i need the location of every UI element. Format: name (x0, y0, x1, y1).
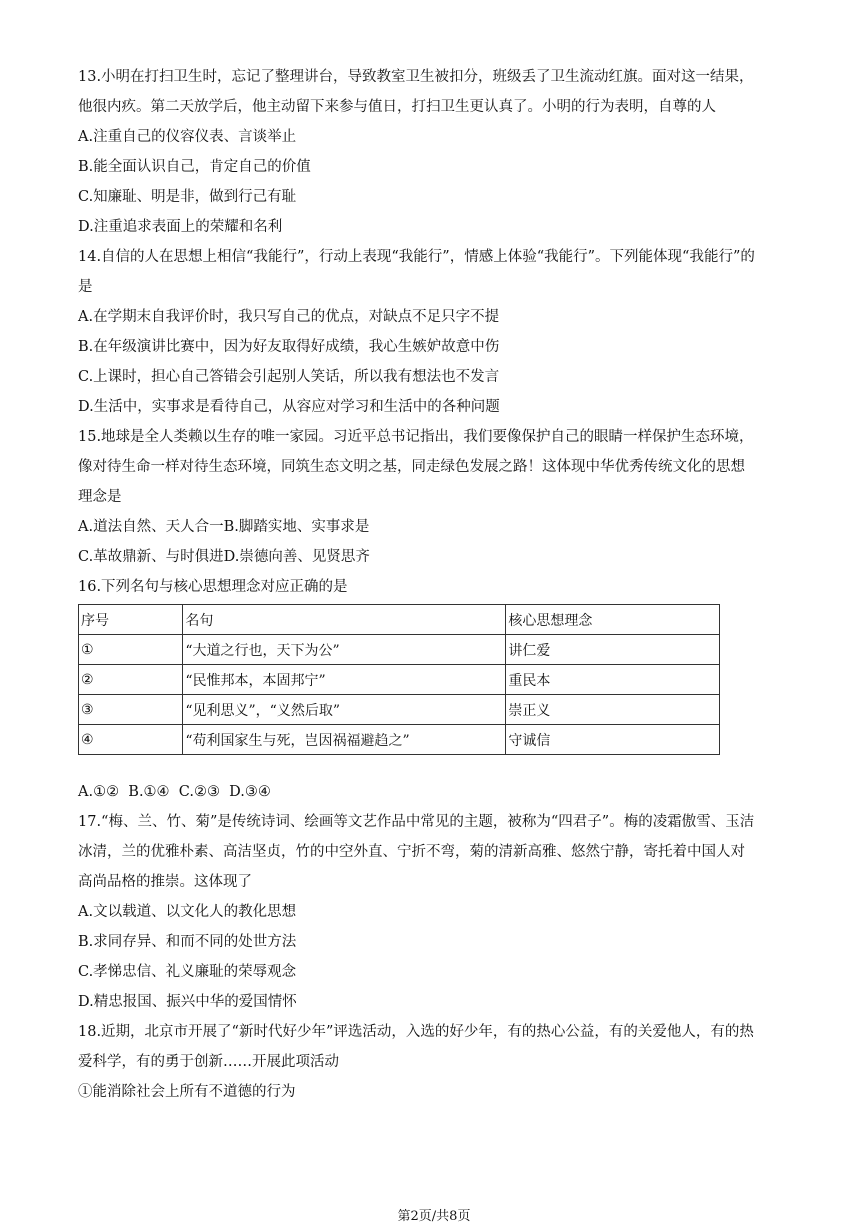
q18-item-1: ①能消除社会上所有不道德的行为 (78, 1084, 296, 1100)
q17-stem-line2: 冰清，兰的优雅朴素、高洁坚贞，竹的中空外直、宁折不弯，菊的清新高雅、悠然宁静，寄托着中国人对 (78, 844, 745, 860)
table-row (79, 635, 720, 665)
q17-option-c: C.孝悌忠信、礼义廉耻的荣辱观念 (78, 964, 297, 980)
q17-stem-line1: 17.“梅、兰、竹、菊”是传统诗词、绘画等文艺作品中常见的主题，被称为“四君子”。梅的凌霜傲雪、玉洁 (78, 814, 755, 830)
q16-table (78, 604, 720, 755)
q15-options-line2: C.革故鼎新、与时俱进D.崇德向善、见贤思齐 (78, 549, 370, 565)
table-cell: “民惟邦本，本固邦宁” (183, 665, 506, 695)
table-header-cell: 序号 (79, 605, 183, 635)
q14-stem-line1: 14.自信的人在思想上相信“我能行”，行动上表现“我能行”，情感上体验“我能行”。下列能体现“我能行”的 (78, 249, 755, 265)
table-cell: 讲仁爱 (506, 635, 720, 665)
table-cell: “见利思义”，“义然后取” (183, 695, 506, 725)
q13-stem-line2: 他很内疚。第二天放学后，他主动留下来参与值日，打扫卫生更认真了。小明的行为表明，自尊的人 (78, 99, 716, 115)
q18-stem-line2: 爱科学，有的勇于创新……开展此项活动 (78, 1054, 339, 1070)
table-row (79, 725, 720, 755)
q17-option-d: D.精忠报国、振兴中华的爱国情怀 (78, 994, 297, 1010)
table-spacer (78, 755, 790, 777)
question-area (78, 62, 790, 1107)
q14-option-c: C.上课时，担心自己答错会引起别人笑话，所以我有想法也不发言 (78, 369, 500, 385)
table-cell: 崇正义 (506, 695, 720, 725)
table-cell: ① (79, 635, 183, 665)
q14-option-d: D.生活中，实事求是看待自己，从容应对学习和生活中的各种问题 (78, 399, 500, 415)
q13-option-b: B.能全面认识自己，肯定自己的价值 (78, 159, 311, 175)
q17-option-b: B.求同存异、和而不同的处世方法 (78, 934, 297, 950)
q14-option-a: A.在学期末自我评价时，我只写自己的优点，对缺点不足只字不提 (78, 309, 500, 325)
q15-stem-line2: 像对待生命一样对待生态环境，同筑生态文明之基，同走绿色发展之路！这体现中华优秀传统文化的思想 (78, 459, 745, 475)
q14-option-b: B.在年级演讲比赛中，因为好友取得好成绩，我心生嫉妒故意中伤 (78, 339, 500, 355)
table-row (79, 665, 720, 695)
table-cell: 重民本 (506, 665, 720, 695)
table-cell: ② (79, 665, 183, 695)
table-cell: 守诚信 (506, 725, 720, 755)
q13-option-d: D.注重追求表面上的荣耀和名利 (78, 219, 283, 235)
q15-stem-line3: 理念是 (78, 489, 122, 505)
q16-options: A.①② B.①④ C.②③ D.③④ (78, 784, 271, 800)
q15-stem-line1: 15.地球是全人类赖以生存的唯一家园。习近平总书记指出，我们要像保护自己的眼睛一样保护生态环境， (78, 429, 754, 445)
table-header-cell: 核心思想理念 (506, 605, 720, 635)
q15-options-line1: A.道法自然、天人合一B.脚踏实地、实事求是 (78, 519, 370, 535)
q13-option-c: C.知廉耻、明是非，做到行己有耻 (78, 189, 297, 205)
table-cell: “苟利国家生与死，岂因祸福避趋之” (183, 725, 506, 755)
q14-stem-line2: 是 (78, 279, 93, 295)
table-cell: ④ (79, 725, 183, 755)
q17-stem-line3: 高尚品格的推崇。这体现了 (78, 874, 252, 890)
table-cell: “大道之行也，天下为公” (183, 635, 506, 665)
q13-option-a: A.注重自己的仪容仪表、言谈举止 (78, 129, 297, 145)
q17-option-a: A.文以载道、以文化人的教化思想 (78, 904, 297, 920)
table-cell: ③ (79, 695, 183, 725)
table-header-row (79, 605, 720, 635)
table-header-cell: 名句 (183, 605, 506, 635)
page-number: 第2页/共8页 (397, 1209, 471, 1224)
table-row (79, 695, 720, 725)
q13-stem-line1: 13.小明在打扫卫生时，忘记了整理讲台，导致教室卫生被扣分，班级丢了卫生流动红旗。面对这一结果， (78, 69, 754, 85)
q16-stem: 16.下列名句与核心思想理念对应正确的是 (78, 579, 348, 595)
q18-stem-line1: 18.近期，北京市开展了“新时代好少年”评选活动，入选的好少年，有的热心公益，有的关爱他人，有的热 (78, 1024, 754, 1040)
